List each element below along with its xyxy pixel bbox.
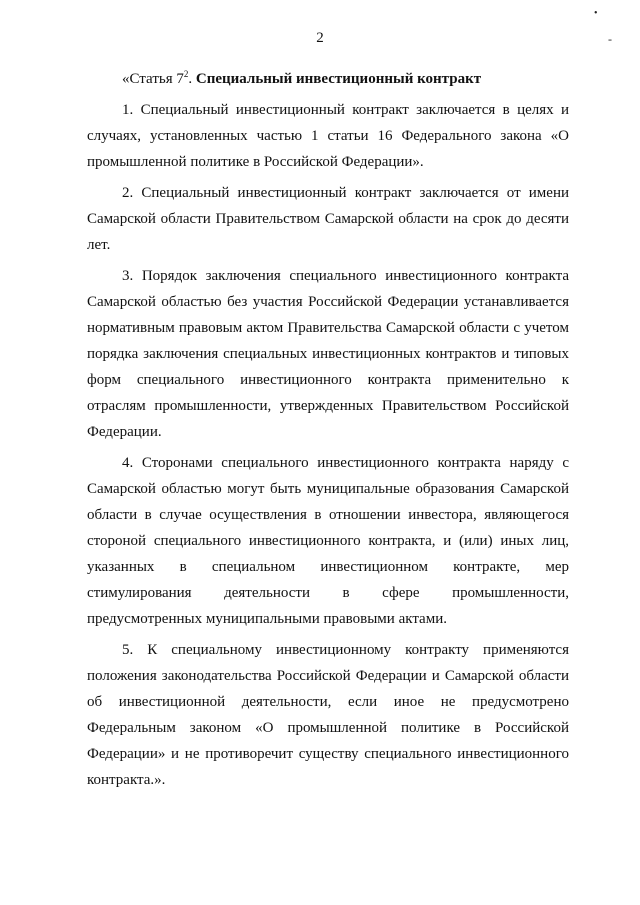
paragraph-5: 5. К специальному инвестиционному контракту применяются положения законодательства Российской Федерации и Самарской области об инвестиционной деятельности, если иное не предусмотрено Федеральным законом «О промышленной политике в Российской Федерации» и не противоречит существу специального инвестиционного контракта.». — [87, 642, 569, 788]
article-superscript: 2 — [183, 69, 189, 79]
article-prefix: «Статья 7 — [122, 71, 184, 87]
paragraph-3: 3. Порядок заключения специального инвестиционного контракта Самарской областью без участия Российской Федерации устанавливается нормативным правовым актом Правительства Самарской области с учетом порядка заключения специальных инвестиционных контрактов и типовых форм специального инвестиционного контракта применительно к отраслям промышленности, утвержденных Правительством Российской Федерации. — [87, 268, 569, 440]
paragraph-1: 1. Специальный инвестиционный контракт заключается в целях и случаях, установленных частью 1 статьи 16 Федерального закона «О промышленной политике в Российской Федерации». — [87, 102, 569, 170]
article-heading — [87, 66, 569, 92]
article-dot: . — [188, 71, 196, 87]
scan-speck: ‐ — [608, 32, 612, 46]
document-body — [87, 66, 569, 793]
page-number: 2 — [316, 30, 324, 46]
scan-speck: • — [594, 8, 598, 19]
paragraph-2: 2. Специальный инвестиционный контракт заключается от имени Самарской области Правительством Самарской области на срок до десяти лет. — [87, 185, 569, 253]
paragraph-4: 4. Сторонами специального инвестиционного контракта наряду с Самарской областью могут быть муниципальные образования Самарской области в случае осуществления в отношении инвестора, являющегося стороной специального инвестиционного контракта, и (или) иных лиц, указанных в специальном инвестиционном контракте, мер стимулирования деятельности в сфере промышленности, предусмотренных муниципальными правовыми актами. — [87, 455, 569, 627]
article-title: Специальный инвестиционный контракт — [195, 71, 482, 87]
